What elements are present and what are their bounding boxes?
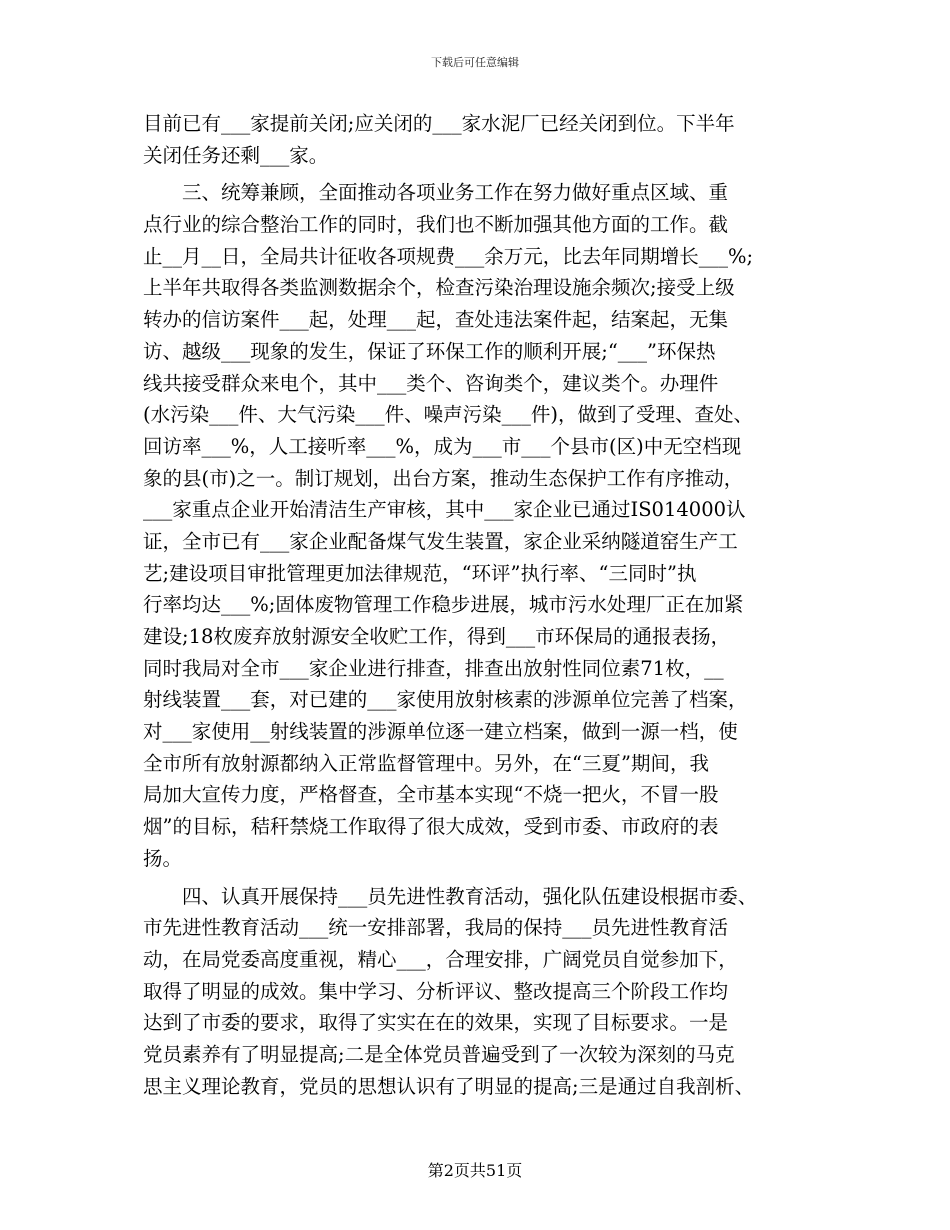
text-line: ___家重点企业开始清洁生产审核，其中___家企业已通过IS014000认 — [143, 498, 746, 522]
text-line: 回访率___%，人工接听率___%，成为___市___个县市(区)中无空档现 — [143, 434, 742, 458]
page-header: 下载后可任意编辑 — [431, 56, 519, 69]
paragraph — [143, 177, 823, 874]
text-line: 思主义理论教育，党员的思想认识有了明显的提高;三是通过自我剖析、 — [143, 1074, 755, 1098]
text-line: 对___家使用__射线装置的涉源单位逐一建立档案，做到一源一档，使 — [143, 720, 738, 744]
text-line: 达到了市委的要求，取得了实实在在的效果，实现了目标要求。一是 — [143, 1011, 729, 1035]
text-line: 扬。 — [143, 846, 183, 870]
text-line: 艺;建设项目审批管理更加法律规范，“环评”执行率、“三同时”执 — [143, 561, 697, 585]
text-line: 止__月__日，全局共计征收各项规费___余万元，比去年同期增长___%; — [143, 244, 754, 268]
text-line: 动，在局党委高度重视，精心___，合理安排，广阔党员自觉参加下， — [143, 947, 738, 971]
text-line: 局加大宣传力度，严格督查，全市基本实现“不烧一把火，不冒一股 — [143, 783, 719, 807]
text-line: 建设;18枚废弃放射源安全收贮工作，得到___市环保局的通报表扬， — [143, 625, 731, 648]
body-text — [143, 108, 823, 1102]
text-line: 线共接受群众来电个，其中___类个、咨询类个，建议类个。办理件 — [143, 371, 719, 395]
paragraph — [143, 108, 823, 171]
text-line: 转办的信访案件___起，处理___起，查处违法案件起，结案起，无集 — [143, 308, 729, 332]
text-line: 四、认真开展保持___员先进性教育活动，强化队伍建设根据市委、 — [143, 884, 758, 908]
text-line: 射线装置___套，对已建的___家使用放射核素的涉源单位完善了档案， — [143, 688, 748, 712]
text-line: 市先进性教育活动___统一安排部署，我局的保持___员先进性教育活 — [143, 916, 729, 940]
text-line: 点行业的综合整治工作的同时，我们也不断加强其他方面的工作。截 — [143, 213, 729, 237]
text-line: 同时我局对全市___家企业进行排查，排查出放射性同位素71枚，__ — [143, 656, 724, 680]
text-line: 目前已有___家提前关闭;应关闭的___家水泥厂已经关闭到位。下半年 — [143, 112, 735, 135]
text-line: 党员素养有了明显提高;二是全体党员普遍受到了一次较为深刻的马克 — [143, 1042, 735, 1066]
text-line: 访、越级___现象的发生，保证了环保工作的顺利开展;“___”环保热 — [143, 339, 716, 363]
text-line: 全市所有放射源都纳入正常监督管理中。另外，在“三夏”期间，我 — [143, 751, 709, 775]
text-line: 上半年共取得各类监测数据余个，检查污染治理设施余频次;接受上级 — [143, 276, 735, 300]
text-line: 证，全市已有___家企业配备煤气发生装置，家企业采纳隧道窑生产工 — [143, 529, 738, 553]
text-line: 取得了明显的成效。集中学习、分析评议、整改提高三个阶段工作均 — [143, 979, 729, 1003]
page-footer: 第2页共51页 — [427, 1161, 523, 1180]
text-line: 关闭任务还剩___家。 — [143, 143, 329, 167]
text-line: 行率均达___%;固体废物管理工作稳步进展，城市污水处理厂正在加紧 — [143, 593, 744, 617]
text-line: 烟”的目标，秸秆禁烧工作取得了很大成效，受到市委、市政府的表 — [143, 815, 719, 839]
paragraph — [143, 881, 823, 1103]
text-line: (水污染___件、大气污染___件、噪声污染___件)，做到了受理、查处、 — [143, 403, 753, 427]
text-line: 三、统筹兼顾，全面推动各项业务工作在努力做好重点区域、重 — [143, 181, 729, 205]
text-line: 象的县(市)之一。制订规划，出台方案，推动生态保护工作有序推动， — [143, 466, 744, 490]
